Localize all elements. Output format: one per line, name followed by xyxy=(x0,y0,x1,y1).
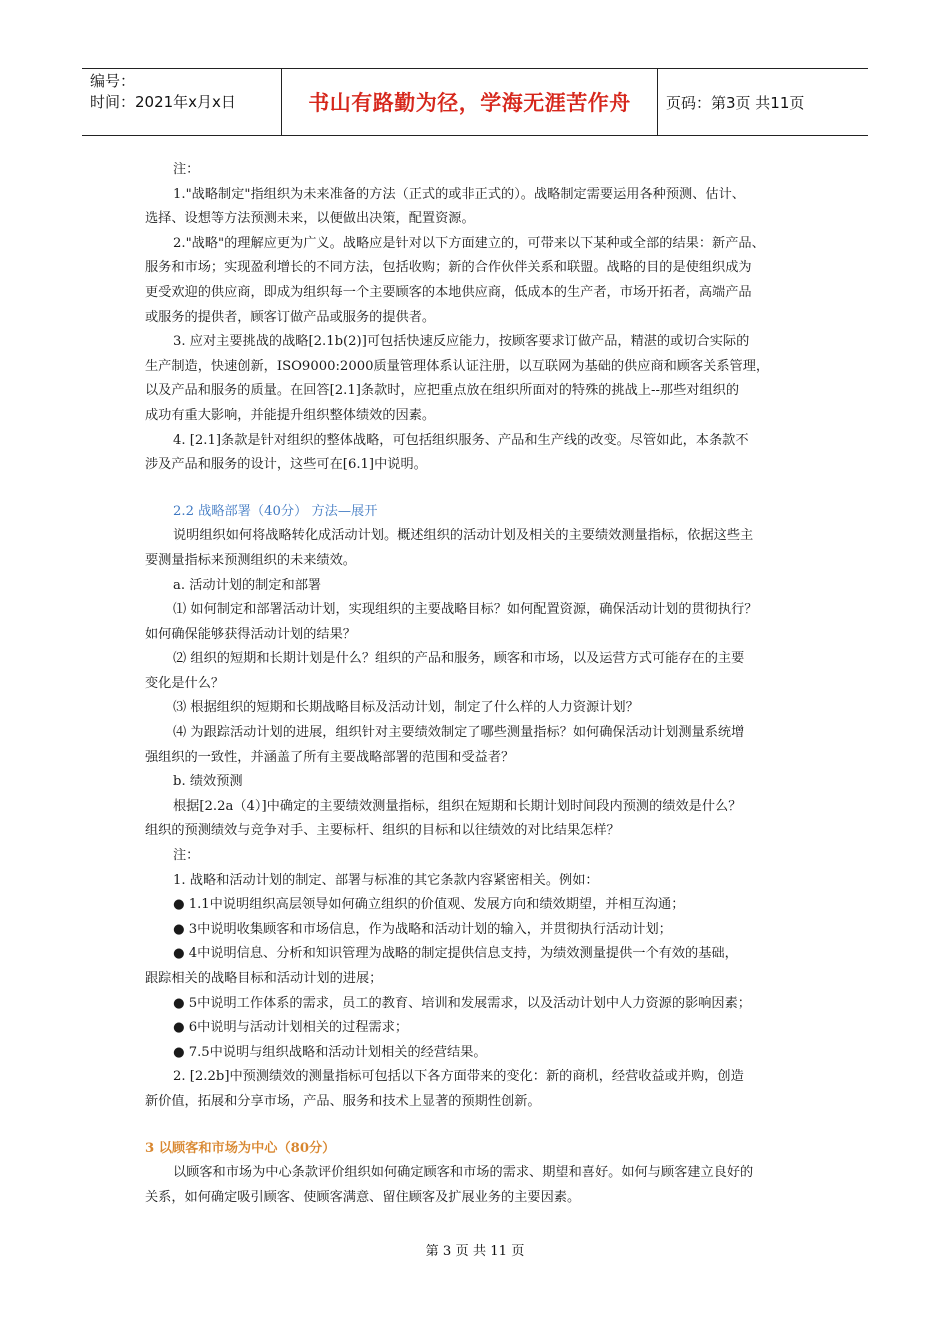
text-line: 关系，如何确定吸引顾客、使顾客满意、留住顾客及扩展业务的主要因素。 xyxy=(145,1189,581,1205)
text-line: ● 1.1中说明组织高层领导如何确立组织的价值观、发展方向和绩效期望，并相互沟通； xyxy=(173,897,685,913)
text-line: 服务和市场；实现盈利增长的不同方法，包括收购；新的合作伙伴关系和联盟。战略的目的是使组织成为 xyxy=(145,260,752,276)
header-meta xyxy=(82,69,282,135)
text-line: ⑴ 如何制定和部署活动计划，实现组织的主要战略目标？如何配置资源，确保活动计划的贯彻执行？ xyxy=(173,602,758,618)
document-body xyxy=(145,158,805,1210)
text-line: 强组织的一致性，并涵盖了所有主要战略部署的范围和受益者？ xyxy=(145,749,515,765)
text-line: 生产制造，快速创新，ISO9000:2000质量管理体系认证注册，以互联网为基础的供应商和顾客关系管理， xyxy=(145,358,770,374)
text-line: 变化是什么？ xyxy=(145,675,225,691)
text-line: 2. [2.2b]中预测绩效的测量指标可包括以下各方面带来的变化：新的商机，经营收益或并购，创造 xyxy=(173,1069,744,1085)
text-line: 跟踪相关的战略目标和活动计划的进展； xyxy=(145,971,383,986)
text-line: ⑶ 根据组织的短期和长期战略目标及活动计划，制定了什么样的人力资源计划？ xyxy=(173,700,639,716)
document-number-label: 编号： xyxy=(90,72,136,90)
text-line: 1."战略制定"指组织为未来准备的方法（正式的或非正式的）。战略制定需要运用各种预测、估计、 xyxy=(173,186,745,202)
text-line: 注： xyxy=(173,848,200,864)
text-line: b. 绩效预测 xyxy=(173,774,243,790)
text-line: 成功有重大影响，并能提升组织整体绩效的因素。 xyxy=(145,407,436,423)
text-line: ● 3中说明收集顾客和市场信息，作为战略和活动计划的输入，并贯彻执行活动计划； xyxy=(173,921,672,937)
text-line: 更受欢迎的供应商，即成为组织每一个主要顾客的本地供应商，低成本的生产者，市场开拓者，高端产品 xyxy=(145,284,752,300)
document-time-label: 时间：2021年x月x日 xyxy=(90,93,236,111)
header-motto: 书山有路勤为径，学海无涯苦作舟 xyxy=(282,69,658,135)
text-line: 或服务的提供者，顾客订做产品或服务的提供者。 xyxy=(145,309,436,325)
text-line: 1. 战略和活动计划的制定、部署与标准的其它条款内容紧密相关。例如： xyxy=(173,872,599,888)
text-line: 3. 应对主要挑战的战略[2.1b(2)]可包括快速反应能力，按顾客要求订做产品，精湛的或切合实际的 xyxy=(173,334,750,350)
text-line: 涉及产品和服务的设计，这些可在[6.1]中说明。 xyxy=(145,457,427,473)
paragraph-gap xyxy=(145,1115,805,1137)
text-line: 2."战略"的理解应更为广义。战略应是针对以下方面建立的，可带来以下某种或全部的结果：新产品、 xyxy=(173,235,765,251)
page-footer: 第 3 页 共 11 页 xyxy=(425,1244,525,1259)
text-line: 如何确保能够获得活动计划的结果？ xyxy=(145,626,356,642)
text-line: 4. [2.1]条款是针对组织的整体战略，可包括组织服务、产品和生产线的改变。尽管如此，本条款不 xyxy=(173,432,749,448)
text-line: ● 5中说明工作体系的需求，员工的教育、培训和发展需求，以及活动计划中人力资源的影响因素； xyxy=(173,995,751,1011)
text-line: ● 6中说明与活动计划相关的过程需求； xyxy=(173,1020,409,1036)
text-line: ⑵ 组织的短期和长期计划是什么？组织的产品和服务，顾客和市场，以及运营方式可能存在的主要 xyxy=(173,651,745,667)
text-line: 3 以顾客和市场为中心（80分） xyxy=(145,1140,336,1156)
text-line: 2.2 战略部署（40分） 方法—展开 xyxy=(173,503,378,519)
text-line: 以顾客和市场为中心条款评价组织如何确定顾客和市场的需求、期望和喜好。如何与顾客建立良好的 xyxy=(173,1165,754,1181)
text-line: a. 活动计划的制定和部署 xyxy=(173,577,322,593)
text-line: 根据[2.2a（4）]中确定的主要绩效测量指标，组织在短期和长期计划时间段内预测的绩效是什么？ xyxy=(173,798,742,814)
text-line: ⑷ 为跟踪活动计划的进展，组织针对主要绩效制定了哪些测量指标？如何确保活动计划测量系统增 xyxy=(173,725,745,741)
text-line: 组织的预测绩效与竞争对手、主要标杆、组织的目标和以往绩效的对比结果怎样？ xyxy=(145,823,620,839)
text-line: 注： xyxy=(173,162,200,177)
text-line: 说明组织如何将战略转化成活动计划。概述组织的活动计划及相关的主要绩效测量指标，依据这些主 xyxy=(173,528,754,544)
text-line: 新价值，拓展和分享市场，产品、服务和技术上显著的预期性创新。 xyxy=(145,1093,541,1109)
text-line: 选择、设想等方法预测未来，以便做出决策，配置资源。 xyxy=(145,211,475,227)
paragraph-gap xyxy=(145,478,805,500)
text-line: ● 4中说明信息、分析和知识管理为战略的制定提供信息支持，为绩效测量提供一个有效的基础， xyxy=(173,946,738,962)
header-page-info: 页码：第3页 共11页 xyxy=(666,93,805,112)
text-line: 要测量指标来预测组织的未来绩效。 xyxy=(145,552,356,568)
page-header xyxy=(82,68,868,136)
text-line: 以及产品和服务的质量。在回答[2.1]条款时，应把重点放在组织所面对的特殊的挑战上--那些对组织的 xyxy=(145,383,740,399)
text-line: ● 7.5中说明与组织战略和活动计划相关的经营结果。 xyxy=(173,1044,487,1060)
